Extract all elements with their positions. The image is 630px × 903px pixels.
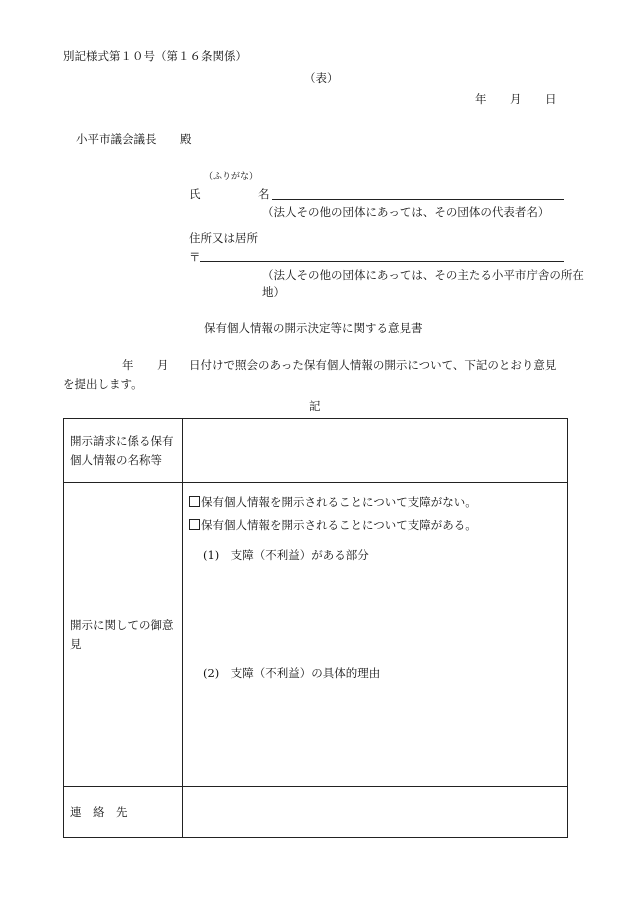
side-label: （表） xyxy=(304,71,339,85)
address-field-line[interactable] xyxy=(200,261,564,262)
objection-part-field[interactable] xyxy=(203,567,558,662)
intro-year: 年 xyxy=(122,358,134,372)
postal-mark: 〒 xyxy=(189,250,201,264)
furigana-label: （ふりがな） xyxy=(204,172,259,182)
name-label-2: 名 xyxy=(258,187,270,201)
ki-label: 記 xyxy=(309,399,321,413)
option-no-objection[interactable] xyxy=(189,494,477,510)
option-objection[interactable] xyxy=(189,517,477,533)
option-no-objection-label: 保有個人情報を開示されることについて支障がない。 xyxy=(201,495,477,509)
address-label: 住所又は居所 xyxy=(189,231,258,245)
date-month: 月 xyxy=(510,92,522,106)
row2-label-line1: 開示に関しての御意 xyxy=(70,618,174,632)
address-note-line2: 地） xyxy=(262,285,285,299)
checkbox-objection[interactable] xyxy=(189,519,200,530)
sub-item-2: (2) 支障（不利益）の具体的理由 xyxy=(203,666,381,680)
name-field-line[interactable] xyxy=(272,199,564,200)
sub-item-1: (1) 支障（不利益）がある部分 xyxy=(203,548,369,562)
opinion-table xyxy=(63,418,568,838)
intro-line2: を提出します。 xyxy=(63,377,143,391)
row3-label: 連 絡 先 xyxy=(70,805,128,819)
intro-line1: 日付けで照会のあった保有個人情報の開示について、下記のとおり意見 xyxy=(189,358,557,372)
recipient-honorific: 殿 xyxy=(180,132,192,146)
contact-field[interactable] xyxy=(183,787,567,837)
address-note-line1: （法人その他の団体にあっては、その主たる小平市庁舎の所在 xyxy=(262,268,584,282)
recipient-name: 小平市議会議長 xyxy=(76,132,157,146)
intro-month: 月 xyxy=(157,358,169,372)
row2-label-line2: 見 xyxy=(70,637,82,651)
option-objection-label: 保有個人情報を開示されることについて支障がある。 xyxy=(201,518,477,532)
table-row-divider-1 xyxy=(64,482,567,483)
objection-reason-field[interactable] xyxy=(203,685,558,780)
row1-label-line1: 開示請求に係る保有 xyxy=(70,434,174,448)
name-label-1: 氏 xyxy=(189,187,201,201)
form-number: 別記様式第１０号（第１６条関係） xyxy=(63,49,247,63)
name-note: （法人その他の団体にあっては、その団体の代表者名） xyxy=(262,205,550,219)
date-year: 年 xyxy=(475,92,487,106)
checkbox-no-objection[interactable] xyxy=(189,496,200,507)
row1-label-line2: 個人情報の名称等 xyxy=(70,453,162,467)
date-day: 日 xyxy=(545,92,557,106)
item-name-field[interactable] xyxy=(183,419,567,482)
document-title: 保有個人情報の開示決定等に関する意見書 xyxy=(204,321,423,335)
